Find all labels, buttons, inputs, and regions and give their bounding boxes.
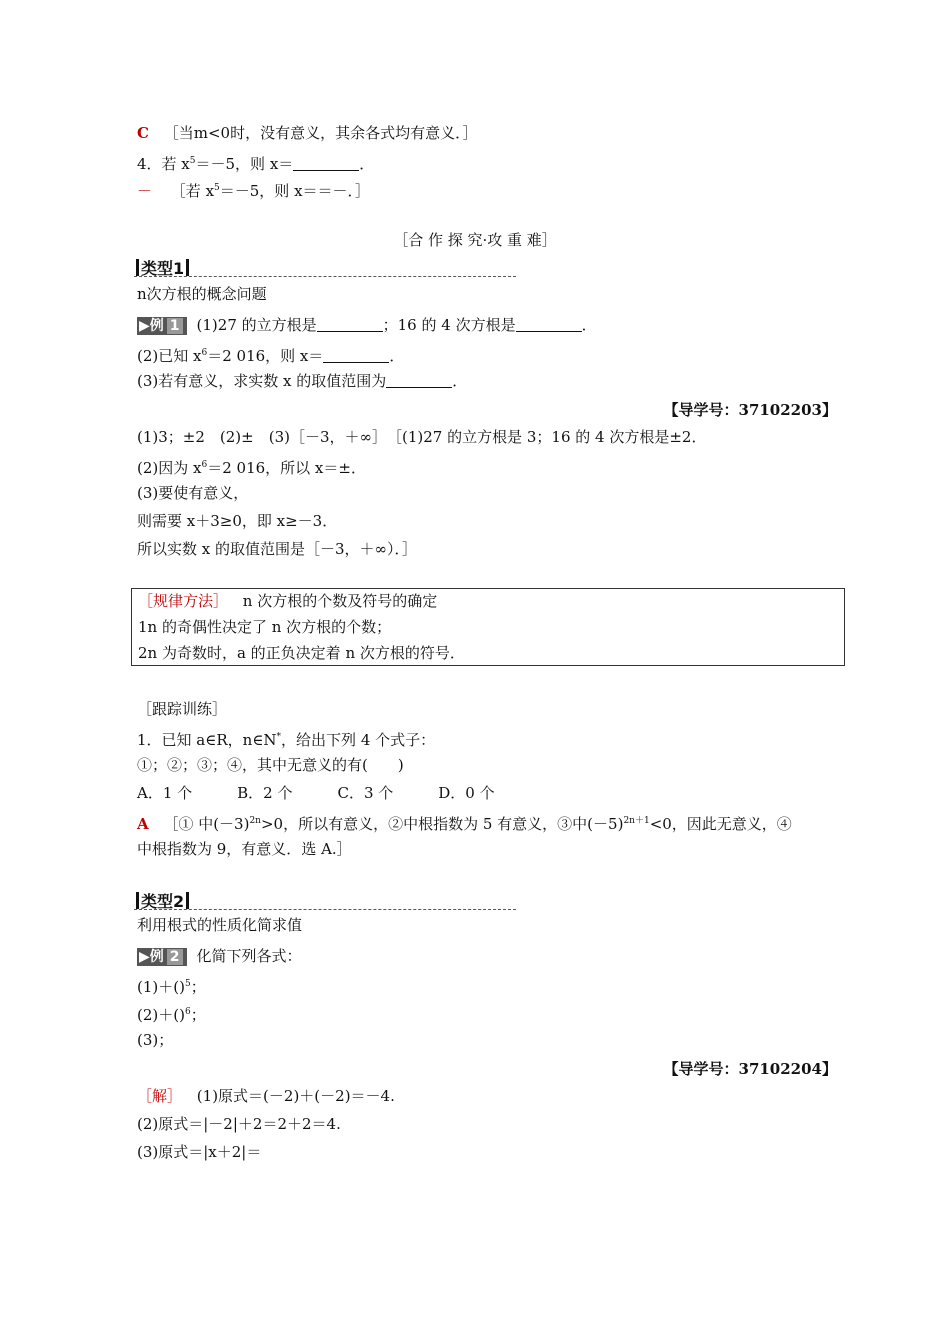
divider <box>134 276 516 277</box>
example-1-q2 <box>137 343 404 366</box>
answer-blank <box>386 373 452 388</box>
training-choices: A．1 个 B．2 个 C．3 个 D．0 个 <box>137 784 495 802</box>
solution-1 <box>137 1086 395 1106</box>
superscript: 5 <box>214 183 220 193</box>
guide-number-1: 【导学号：37102203】 <box>663 401 837 419</box>
superscript: 2n <box>249 816 261 826</box>
superscript: * <box>276 732 282 742</box>
punctuation: ． <box>452 372 468 390</box>
answer-text: ［若 x <box>170 182 215 200</box>
training-answer-text-3: <0，因此无意义，④ <box>649 815 792 833</box>
solution-1-text: (1)原式＝(－2)＋(－2)＝－4. <box>196 1087 395 1105</box>
example-2-item-3: (3)； <box>137 1031 174 1049</box>
answer-4: 则需要 x＋3≥0，即 x≥－3． <box>137 512 338 530</box>
type-2-title: 利用根式的性质化简求值 <box>137 916 303 934</box>
guide-number-2: 【导学号：37102204】 <box>663 1060 837 1078</box>
q3-text: (3)若有意义，求实数 x 的取值范围为 <box>137 372 387 390</box>
example-1-q3 <box>137 371 467 391</box>
punctuation: ． <box>389 347 405 365</box>
answer-text: ［当m<0时，没有意义，其余各式均有意义．］ <box>163 124 478 142</box>
heading-bar <box>186 892 189 909</box>
heading-bar <box>136 259 139 276</box>
punctuation: ； <box>190 1006 206 1024</box>
type-1-title: n次方根的概念问题 <box>137 285 267 303</box>
training-answer-text: ［① 中(－3) <box>163 815 250 833</box>
example-number: 1 <box>167 318 183 334</box>
type-2-label: 类型2 <box>141 892 185 911</box>
example-1-q1 <box>137 315 597 335</box>
method-box <box>131 588 845 666</box>
item-1-text: (1)＋() <box>137 978 185 996</box>
superscript: 2n＋1 <box>623 816 650 826</box>
superscript: 6 <box>201 348 208 358</box>
method-box-header <box>138 590 437 612</box>
answer-3: (3)要使有意义， <box>137 484 249 502</box>
training-q1 <box>137 727 435 750</box>
punctuation: ． <box>359 155 375 173</box>
q2-text: (2)已知 x <box>137 347 202 365</box>
answer-letter: － <box>137 182 153 200</box>
method-row-2: 2n 为奇数时，a 的正负决定着 n 次方根的符号． <box>138 644 465 662</box>
question-4 <box>137 151 374 174</box>
answer-blank <box>516 317 582 332</box>
training-answer <box>137 811 792 834</box>
training-q1-text: 1．已知 a∈R，n∈N <box>137 731 277 749</box>
q2-text-2: ＝2 016，则 x＝ <box>207 347 324 365</box>
q1-text-2: ；16 的 4 次方根是 <box>382 316 516 334</box>
answer-line-4 <box>137 178 370 201</box>
method-title: n 次方根的个数及符号的确定 <box>242 592 438 610</box>
item-2-text: (2)＋() <box>137 1006 185 1024</box>
answer-letter: C <box>137 124 149 142</box>
answer-line-c <box>137 123 478 143</box>
superscript: 5 <box>184 979 191 989</box>
method-label: ［规律方法］ <box>138 592 229 610</box>
training-answer-text-2: >0，所以有意义，②中根指数为 5 有意义，③中(－5) <box>260 815 624 833</box>
answer-blank <box>317 317 383 332</box>
example-tag-text: 例 <box>149 318 164 334</box>
section-title: ［合 作 探 究·攻 重 难］ <box>393 231 557 249</box>
divider <box>134 909 516 910</box>
punctuation: ； <box>190 978 206 996</box>
answer-2 <box>137 455 366 478</box>
training-q1-items: ①；②；③；④，其中无意义的有( ) <box>137 756 404 774</box>
example-tag: ▶例 2 <box>137 948 187 966</box>
example-tag: ▶例 1 <box>137 317 187 335</box>
example-2-prompt <box>137 946 302 966</box>
answer-text-2: ＝－5，则 x＝＝－．］ <box>219 182 371 200</box>
solution-3: (3)原式＝|x＋2|＝ <box>137 1143 262 1161</box>
answer-blank <box>323 348 389 363</box>
superscript: 6 <box>201 460 208 470</box>
question-4-text: 4．若 x <box>137 155 190 173</box>
answer-5: 所以实数 x 的取值范围是［－3，＋∞）．］ <box>137 540 418 558</box>
solution-2: (2)原式＝|－2|＋2＝2＋2＝4. <box>137 1115 341 1133</box>
answer-1: (1)3；±2 (2)± (3)［－3，＋∞］ ［(1)27 的立方根是 3；16 的 4 次方根是±2． <box>137 428 707 446</box>
heading-bar <box>136 892 139 909</box>
example-number: 2 <box>167 949 183 965</box>
example-2-item-1 <box>137 974 206 997</box>
superscript: 6 <box>184 1007 191 1017</box>
punctuation: ． <box>581 316 597 334</box>
example-tag-text: 例 <box>149 949 164 965</box>
training-answer-line-2: 中根指数为 9，有意义．选 A.］ <box>137 840 352 858</box>
q1-text: (1)27 的立方根是 <box>196 316 317 334</box>
example-2-item-2 <box>137 1002 206 1025</box>
example-2-prompt-text: 化简下列各式： <box>196 947 302 965</box>
answer-2-text-2: ＝2 016，所以 x＝±． <box>207 459 366 477</box>
method-row-1: 1n 的奇偶性决定了 n 次方根的个数； <box>138 618 392 636</box>
answer-2-text: (2)因为 x <box>137 459 202 477</box>
heading-bar <box>186 259 189 276</box>
type-1-label: 类型1 <box>141 259 185 278</box>
superscript: 5 <box>189 156 196 166</box>
training-header: ［跟踪训练］ <box>137 700 228 718</box>
answer-blank <box>293 156 359 171</box>
training-q1-text-2: ，给出下列 4 个式子： <box>281 731 436 749</box>
answer-letter: A <box>137 815 149 833</box>
question-4-text-2: ＝－5，则 x＝ <box>195 155 294 173</box>
solution-label: ［解］ <box>137 1087 183 1105</box>
